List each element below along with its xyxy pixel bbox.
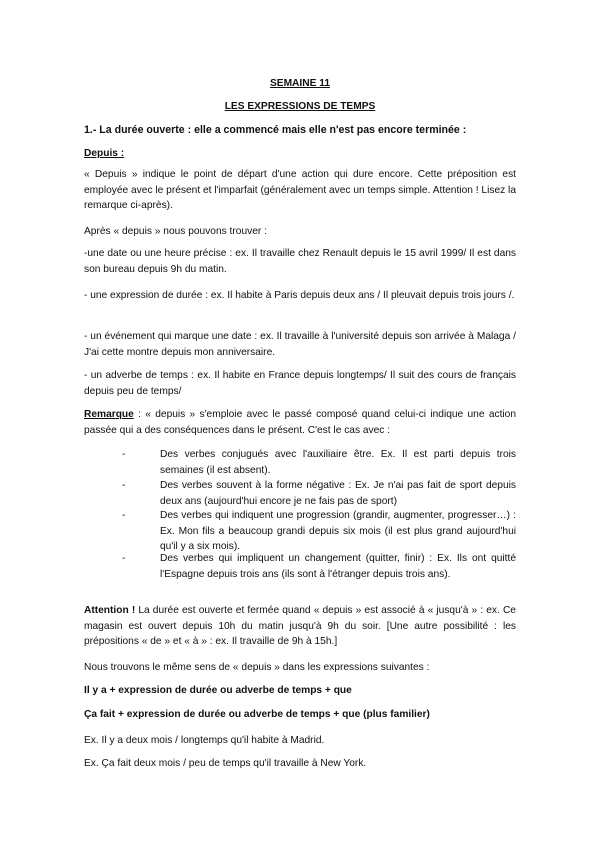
apres-line: Après « depuis » nous pouvons trouver :	[84, 226, 267, 237]
attention-text: La durée est ouverte et fermée quand « depuis » est associé à « jusqu'à » : ex. Ce magasin est ouvert depuis 10h du matin jusqu'à 9h du soir. [Une autre possibilité : les prépositions « de » et « à » : ex. Il travaille de 9h à 15h.]	[84, 605, 516, 647]
list-item-duree: - une expression de durée : ex. Il habite à Paris depuis deux ans / Il pleuvait depuis trois jours /.	[84, 290, 515, 301]
attention-label: Attention !	[84, 605, 136, 616]
section-heading: 1.- La durée ouverte : elle a commencé mais elle n'est pas encore terminée :	[84, 124, 467, 136]
expression-ca-fait: Ça fait + expression de durée ou adverbe de temps + que (plus familier)	[84, 709, 430, 720]
example-line-2: Ex. Ça fait deux mois / peu de temps qu'il travaille à New York.	[84, 758, 367, 769]
bullet-text: Des verbes conjugués avec l'auxiliaire être. Ex. Il est parti depuis trois semaines (il est absent).	[160, 449, 516, 476]
example-line-1: Ex. Il y a deux mois / longtemps qu'il habite à Madrid.	[84, 735, 325, 746]
attention-paragraph	[84, 603, 516, 650]
page-subtitle: LES EXPRESSIONS DE TEMPS	[224, 101, 376, 112]
remarque-label: Remarque	[84, 409, 134, 420]
list-item-evenement: - un événement qui marque une date : ex. Il travaille à l'université depuis son arrivée à Malaga / J'ai cette montre depuis mon anniversaire.	[84, 331, 516, 358]
bullet-dash: -	[122, 480, 126, 491]
bullet-text: Des verbes qui impliquent un changement (quitter, finir) : Ex. Ils ont quitté l'Espagne depuis trois ans (ils sont à l'étranger depuis trois ans).	[160, 553, 516, 580]
nous-trouvons-line: Nous trouvons le même sens de « depuis » dans les expressions suivantes :	[84, 662, 430, 673]
bullet-text: Des verbes qui indiquent une progression (grandir, augmenter, progresser…) : Ex. Mon fils a beaucoup grandi depuis six mois (il est plus grand aujourd'hui qu'il y a six mois).	[160, 510, 516, 552]
intro-paragraph: « Depuis » indique le point de départ d'une action qui dure encore. Cette préposition est employée avec le présent et l'imparfait (généralement avec un temps simple. Attention ! Lisez la remarque ci-après).	[84, 169, 516, 211]
remarque-text: : « depuis » s'emploie avec le passé composé quand celui-ci indique une action passée qui a des conséquences dans le présent. C'est le cas avec :	[84, 409, 516, 436]
bullet-dash: -	[122, 553, 126, 564]
bullet-dash: -	[122, 510, 126, 521]
list-item-date: -une date ou une heure précise : ex. Il travaille chez Renault depuis le 15 avril 1999/ Il est dans son bureau depuis 9h du matin.	[84, 248, 516, 275]
depuis-label: Depuis :	[84, 148, 125, 159]
page-title: SEMAINE 11	[269, 78, 330, 89]
remarque-paragraph	[84, 407, 516, 438]
expression-il-y-a: Il y a + expression de durée ou adverbe de temps + que	[84, 685, 352, 696]
bullet-dash: -	[122, 449, 126, 460]
bullet-text: Des verbes souvent à la forme négative : Ex. Je n'ai pas fait de sport depuis deux ans (aujourd'hui encore je ne fais pas de sport)	[160, 480, 516, 507]
list-item-adverbe: - un adverbe de temps : ex. Il habite en France depuis longtemps/ Il suit des cours de français depuis peu de temps/	[84, 370, 516, 397]
